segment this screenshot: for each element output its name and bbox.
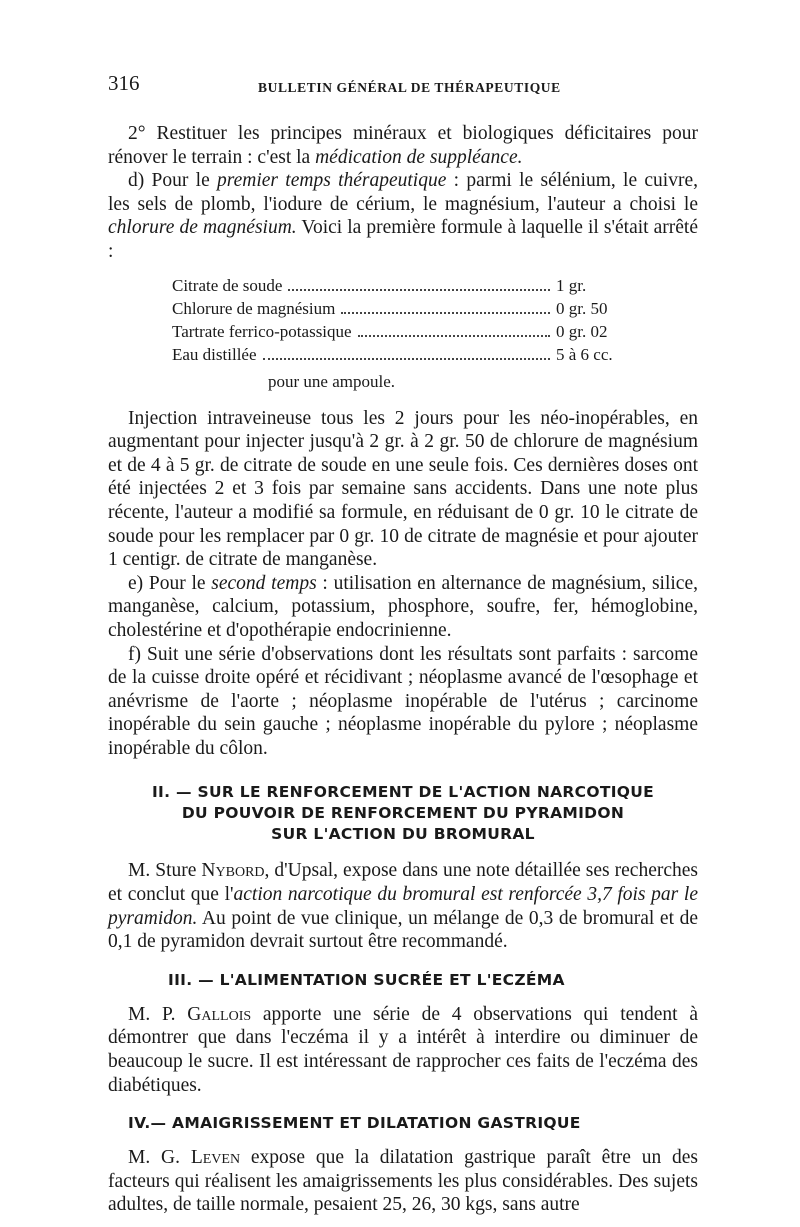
paragraph-restituer [108, 122, 698, 169]
paragraph-text: expose que la dilatation gastrique paraît être un des facteurs qui réalisent les amaigrissements les plus considérables. Des sujets adultes, de taille normale, pesaient 25, 26, 30 kgs, sans autre [108, 1147, 699, 1216]
running-title: BULLETIN GÉNÉRAL DE THÉRAPEUTIQUE [258, 80, 561, 95]
ingredient-name: Eau distillée [172, 344, 257, 364]
ingredient-name: Tartrate ferrico-potassique [172, 321, 352, 341]
leader-dots [358, 335, 550, 337]
paragraph-text: : utilisation en alternance de magnésium, silice, manganèse, calcium, potassium, phosphore, soufre, fer, hémoglobine, cholestérine et d'opothérapie endocrinienne. [108, 572, 698, 641]
formula-row [172, 297, 642, 320]
paragraph-text: : parmi le sélénium, le cuivre, les sels de plomb, l'iodure de cérium, le magnésium, l'auteur a choisi le [108, 170, 698, 215]
paragraph-e [108, 572, 698, 643]
section-2-paragraph [108, 859, 698, 953]
emphasis-text: médication de suppléance. [315, 146, 523, 168]
emphasis-text: second temps [211, 572, 317, 594]
page-number: 316 [108, 71, 140, 95]
formula-table [172, 274, 642, 366]
formula-row [172, 343, 642, 366]
leader-dots [288, 289, 550, 291]
paragraph-text: apporte une série de 4 observations qui tendent à démontrer que dans l'eczéma il y a intérêt à interdire ou diminuer de beaucoup le sucre. Il est intéressant de rapprocher ces faits de l'eczéma des diabétiques. [108, 1003, 698, 1096]
paragraph-text: , d'Upsal, expose dans une note détaillée ses recherches et conclut que l' [108, 860, 699, 906]
author-name: Leven [190, 1147, 241, 1169]
paragraph-injection: Injection intraveineuse tous les 2 jours pour les néo-inopérables, en augmentant pour injecter jusqu'à 2 gr. à 2 gr. 50 de chlorure de magnésium et de 4 à 5 gr. de citrate de soude en une seule fois. Ces dernières doses ont été injectées 2 et 3 fois par semaine sans accidents. Dans une note plus récente, l'auteur a modifié sa formule, en réduisant de 0 gr. 10 le citrate de soude pour les remplacer par 0 gr. 10 de citrate de magnésie et pour ajouter 1 centigr. de citrate de manganèse. [108, 407, 698, 571]
section-4-paragraph [108, 1146, 698, 1217]
author-name: Nybord [201, 860, 265, 882]
document-page [108, 70, 698, 1217]
paragraph-f: f) Suit une série d'observations dont les résultats sont parfaits : sarcome de la cuisse droite opéré et récidivant ; néoplasme avancé de l'œsophage et anévrisme de l'aorte ; néoplasme inopérable de l'utérus ; carcinome inopérable du sein gauche ; néoplasme inopérable du pylore ; néoplasme inopérable du côlon. [108, 643, 698, 759]
ingredient-dose: 0 gr. 50 [556, 298, 608, 318]
section-3-paragraph [108, 1003, 698, 1097]
ingredient-name: Chlorure de magnésium [172, 298, 336, 318]
author-name: Gallois [187, 1003, 252, 1025]
ingredient-dose: 1 gr. [556, 275, 587, 295]
leader-dots [263, 358, 550, 360]
formula-row [172, 320, 642, 343]
section-4-title: IV.— AMAIGRISSEMENT ET DILATATION GASTRIQUE [128, 1114, 581, 1133]
title-line: SUR L'ACTION DU BROMURAL [271, 825, 535, 844]
ingredient-dose: 5 à 6 cc. [556, 344, 613, 364]
author-prefix: M. G. [128, 1147, 191, 1169]
author-prefix: M. P. [128, 1003, 188, 1025]
ingredient-name: Citrate de soude [172, 275, 283, 295]
paragraph-label: e) Pour le [128, 572, 212, 594]
paragraph-text: Voici la première formule à laquelle il s'était arrêté : [108, 217, 698, 262]
title-line: DU POUVOIR DE RENFORCEMENT DU PYRAMIDON [181, 804, 625, 823]
section-2-title [108, 782, 698, 845]
ingredient-dose: 0 gr. 02 [556, 321, 608, 341]
paragraph-text: 2° Restituer les principes minéraux et biologiques déficitaires pour rénover le terrain : c'est la [108, 123, 698, 168]
title-line: II. — SUR LE RENFORCEMENT DE L'ACTION NARCOTIQUE [151, 783, 655, 802]
formula-row [172, 274, 642, 297]
emphasis-text: chlorure de magnésium. [108, 217, 297, 239]
section-3-title: III. — L'ALIMENTATION SUCRÉE ET L'ECZÉMA [168, 970, 565, 989]
ampoule-note: pour une ampoule. [268, 371, 395, 391]
author-prefix: M. Sture [128, 860, 202, 882]
paragraph-text: Au point de vue clinique, un mélange de 0,3 de bromural et de 0,1 de pyramidon devrait surtout être recommandé. [108, 907, 698, 953]
leader-dots [341, 312, 550, 314]
paragraph-label: d) Pour le [128, 170, 217, 192]
paragraph-d [108, 169, 698, 263]
running-header [108, 70, 698, 98]
emphasis-text: action narcotique du bromural est renforcée 3,7 fois par le pyramidon. [108, 884, 698, 929]
emphasis-text: premier temps thérapeutique [217, 170, 447, 192]
